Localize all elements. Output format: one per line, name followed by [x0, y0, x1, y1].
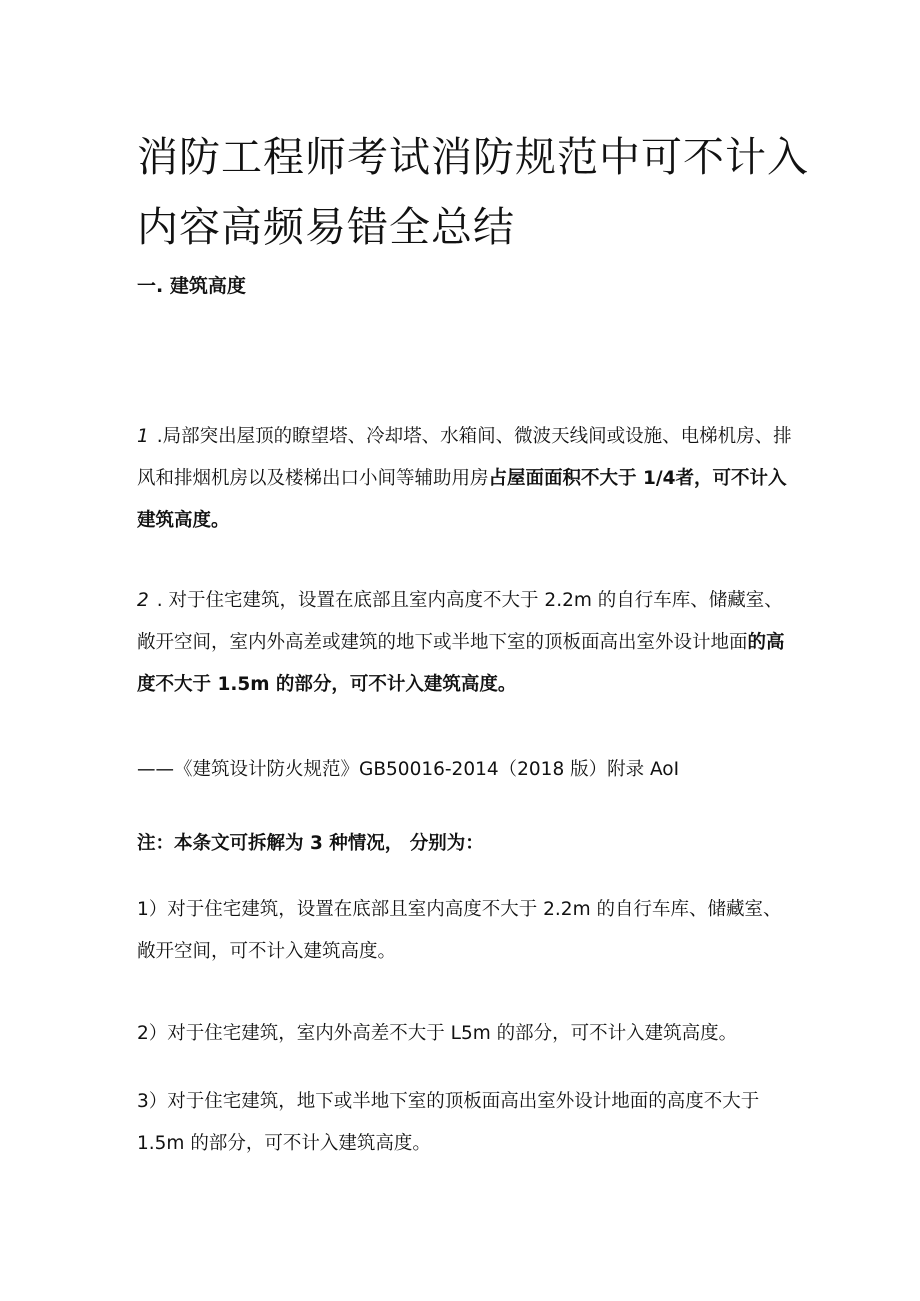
item-number: 1 — [137, 426, 149, 447]
item-number: 2 — [137, 590, 149, 611]
item-text-bold: 占屋面面积不大于 1/4者，可不计入建筑高度。 — [137, 468, 787, 531]
document-title: 消防工程师考试消防规范中可不计入内容高频易错全总结 — [137, 133, 809, 251]
section-heading: 一. 建筑高度 — [137, 275, 246, 297]
note-text: 注：本条文可拆解为 3 种情况， 分别为： — [137, 833, 484, 854]
list-item — [137, 580, 797, 706]
list-item — [137, 416, 797, 542]
case-item: 3）对于住宅建筑，地下或半地下室的顶板面高出室外设计地面的高度不大于 1.5m 的部分，可不计入建筑高度。 — [137, 1091, 760, 1154]
case-item: 2）对于住宅建筑，室内外高差不大于 L5m 的部分，可不计入建筑高度。 — [137, 1023, 738, 1044]
case-item: 1）对于住宅建筑，设置在底部且室内高度不大于 2.2m 的自行车库、储藏室、敞开空间，可不计入建筑高度。 — [137, 899, 782, 962]
source-citation: ——《建筑设计防火规范》GB50016-2014（2018 版）附录 AoI — [137, 759, 680, 780]
item-text: . 对于住宅建筑，设置在底部且室内高度不大于 2.2m 的自行车库、储藏室、敞开空间，室内外高差或建筑的地下或半地下室的顶板面高出室外设计地面 — [137, 590, 783, 653]
item-text: .局部突出屋顶的瞭望塔、冷却塔、水箱间、微波天线间或设施、电梯机房、排风和排烟机房以及楼梯出口小间等辅助用房 — [137, 426, 792, 489]
item-text-bold: 的高度不大于 1.5m 的部分，可不计入建筑高度。 — [137, 632, 785, 695]
